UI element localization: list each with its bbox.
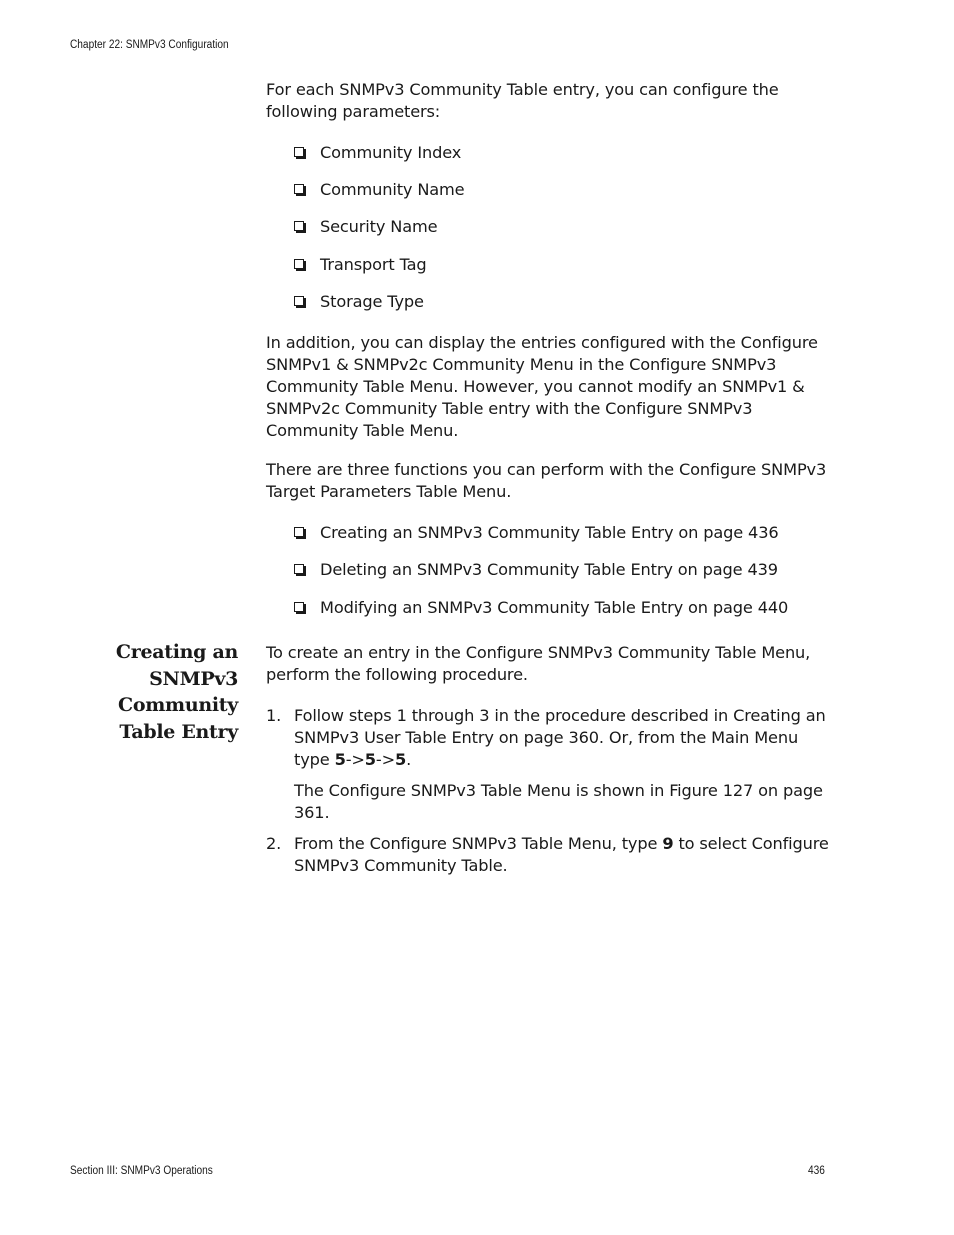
footer-page-number: 436 — [808, 1165, 825, 1177]
parameter-item: Community Name — [294, 179, 465, 201]
section-heading: Creating an SNMPv3 Community Table Entry — [115, 641, 238, 743]
running-header: Chapter 22: SNMPv3 Configuration — [70, 39, 229, 51]
procedure-step-1: 1. Follow steps 1 through 3 in the procedure described in Creating an SNMPv3 User Table Entry on page 360. Or, from the Main Menu type 5->5->5. — [266, 706, 826, 769]
function-link-item[interactable]: Modifying an SNMPv3 Community Table Entry on page 440 — [294, 597, 788, 619]
section-intro-paragraph: To create an entry in the Configure SNMPv3 Community Table Menu, perform the following procedure. — [266, 643, 811, 684]
function-link-item[interactable]: Deleting an SNMPv3 Community Table Entry on page 439 — [294, 559, 778, 581]
addition-paragraph: In addition, you can display the entries configured with the Configure SNMPv1 & SNMPv2c Community Menu in the Configure SNMPv3 Community Table Menu. However, you cannot modify an SNMPv1 & SNMPv2c Community Table entry with the Configure SNMPv3 Community Table Menu. — [266, 333, 818, 440]
parameter-item: Storage Type — [294, 291, 424, 313]
parameter-item: Transport Tag — [294, 254, 427, 276]
function-link-item[interactable]: Creating an SNMPv3 Community Table Entry on page 436 — [294, 522, 779, 544]
checkbox-bullet-icon — [294, 184, 304, 194]
checkbox-bullet-icon — [294, 259, 304, 269]
parameter-item: Community Index — [294, 142, 461, 164]
checkbox-bullet-icon — [294, 296, 304, 306]
checkbox-bullet-icon — [294, 221, 304, 231]
checkbox-bullet-icon — [294, 527, 304, 537]
checkbox-bullet-icon — [294, 147, 304, 157]
intro-paragraph: For each SNMPv3 Community Table entry, you can configure the following parameters: — [266, 80, 779, 121]
procedure-step-2: 2. From the Configure SNMPv3 Table Menu, type 9 to select Configure SNMPv3 Community Table. — [266, 834, 829, 875]
procedure-step-1-note: The Configure SNMPv3 Table Menu is shown in Figure 127 on page 361. — [294, 781, 823, 822]
functions-paragraph: There are three functions you can perform with the Configure SNMPv3 Target Parameters Table Menu. — [266, 460, 827, 501]
footer-section: Section III: SNMPv3 Operations — [70, 1165, 213, 1177]
checkbox-bullet-icon — [294, 602, 304, 612]
parameter-item: Security Name — [294, 216, 437, 238]
checkbox-bullet-icon — [294, 564, 304, 574]
